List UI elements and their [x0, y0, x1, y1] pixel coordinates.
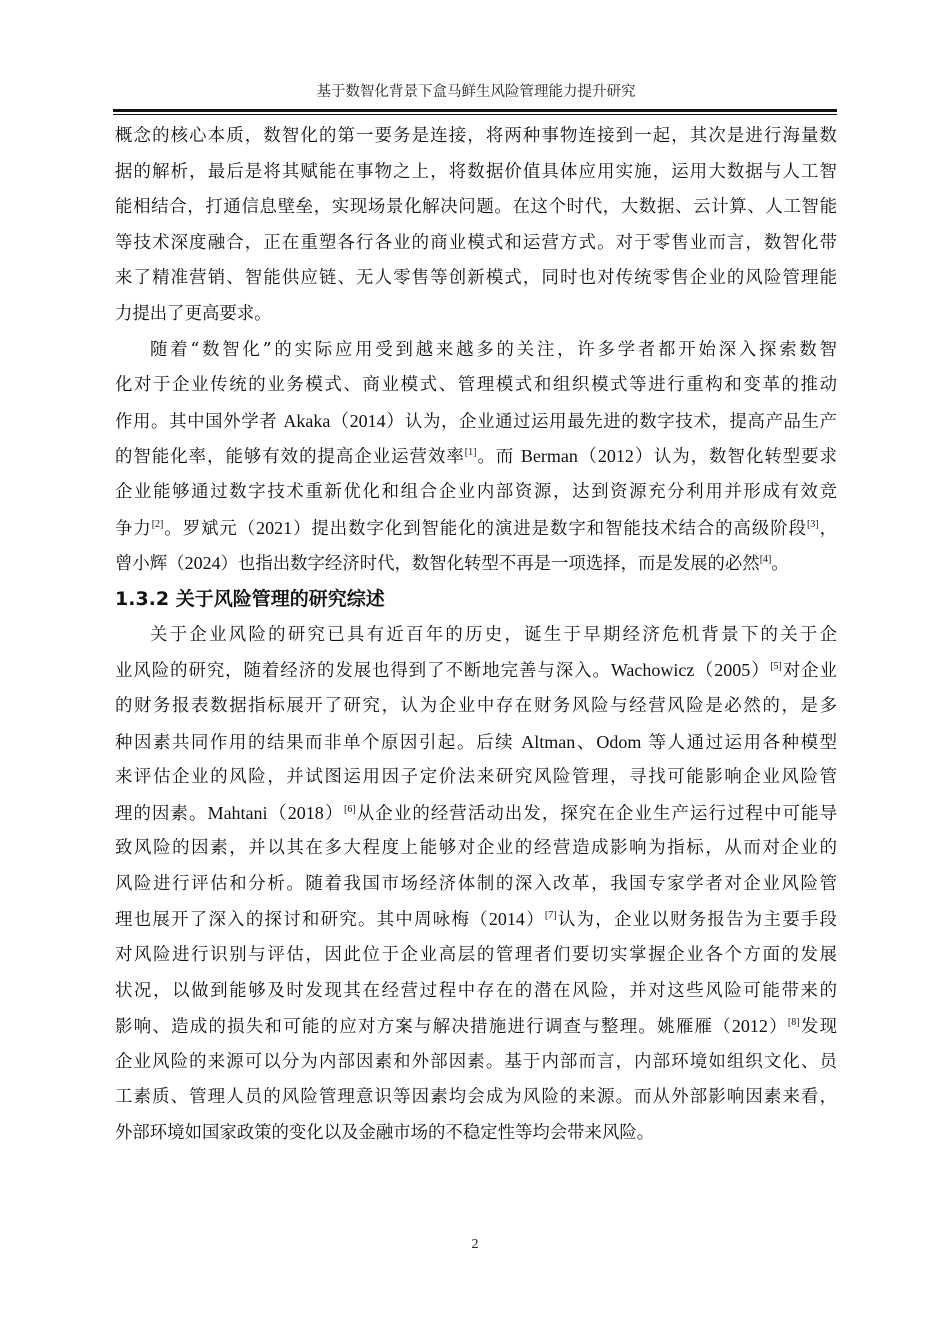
- paragraph-1: [115, 119, 837, 333]
- text-line: 企业风险的来源可以分为内部因素和外部因素。基于内部而言，内部环境如组织文化、员: [115, 1051, 837, 1072]
- text-line: 随着“数智化”的实际应用受到越来越多的关注，许多学者都开始深入探索数智: [150, 339, 837, 360]
- reference-marker: [2]: [151, 518, 164, 530]
- text-run: ）: [767, 1017, 788, 1038]
- section-heading: 1.3.2 关于风险管理的研究综述: [115, 587, 385, 610]
- text-run: 作用。其中国外学者: [115, 411, 284, 432]
- text-line: [115, 653, 837, 689]
- running-header: 基于数智化背景下盒马鲜生风险管理能力提升研究: [316, 84, 636, 100]
- citation-year: 2024: [184, 553, 221, 574]
- text-line: [115, 546, 837, 582]
- text-run: 发现: [799, 1017, 837, 1038]
- text-run: ）提出数字化到智能化的演进是数字和智能技术结合的高级阶段: [292, 518, 807, 539]
- citation-year: 2014: [488, 909, 525, 930]
- citation-author: Akaka（2014）: [283, 410, 405, 431]
- text-run: 。罗斌元（: [163, 518, 257, 539]
- text-run: 曾小辉（: [115, 554, 185, 575]
- text-line: [115, 725, 837, 761]
- text-line: [115, 511, 837, 547]
- text-run: 认为，企业以财务报告为主要手段: [556, 910, 837, 931]
- text-run: 对企业: [781, 661, 837, 682]
- text-run: ）: [524, 910, 545, 931]
- reference-marker: [5]: [770, 661, 782, 673]
- text-run: ，: [818, 518, 837, 539]
- text-run: 。而: [476, 447, 521, 468]
- text-line: 关于企业风险的研究已具有近百年的历史，诞生于早期经济危机背景下的关于企: [150, 624, 837, 645]
- reference-marker: [8]: [787, 1017, 800, 1029]
- citation-author: Altman、Odom: [521, 731, 642, 752]
- header-rule-thick: [113, 109, 837, 112]
- text-run: 认为，数智化转型要求: [653, 447, 837, 468]
- page-number: 2: [471, 1237, 479, 1252]
- citation-year: 2012: [731, 1016, 768, 1037]
- citation-author: Berman（2012）: [520, 446, 654, 467]
- text-run: 的智能化率，能够有效的提高企业运营效率: [115, 447, 465, 468]
- reference-marker: [1]: [464, 447, 477, 459]
- reference-marker: [3]: [806, 518, 819, 530]
- citation-year: 2021: [256, 517, 293, 538]
- text-line: 来了精准营销、智能供应链、无人零售等创新模式，同时也对传统零售企业的风险管理能: [115, 268, 837, 289]
- text-line: [115, 1009, 837, 1045]
- text-line: [115, 404, 837, 440]
- text-run: 等人通过运用各种模型: [641, 732, 837, 753]
- reference-marker: [6]: [344, 803, 356, 815]
- paragraph-3: [115, 618, 837, 1152]
- text-line: 企业能够通过数字技术重新优化和组合企业内部资源，达到资源充分利用并形成有效竞: [115, 481, 837, 502]
- text-line: [115, 902, 837, 938]
- text-line: 等技术深度融合，正在重塑各行各业的商业模式和运营方式。对于零售业而言，数智化带: [115, 232, 837, 253]
- reference-marker: [7]: [544, 910, 557, 922]
- text-line: 化对于企业传统的业务模式、商业模式、管理模式和组织模式等进行重构和变革的推动: [115, 375, 837, 396]
- text-line: 致风险的因素，并以其在多大程度上能够对企业的经营造成影响为指标，从而对企业的: [115, 838, 837, 859]
- reference-marker: [4]: [759, 554, 772, 566]
- paragraph-2: [115, 333, 837, 582]
- header-rule-thin: [113, 114, 837, 115]
- citation-author: Wachowicz（2005）: [610, 660, 771, 681]
- text-run: 从企业的经营活动出发，探究在企业生产运行过程中可能导: [355, 803, 837, 824]
- text-run: 理的因素。: [115, 803, 208, 824]
- citation-author: Mahtani（2018）: [207, 802, 345, 823]
- text-line: 外部环境如国家政策的变化以及金融市场的不稳定性等均会带来风险。: [115, 1123, 655, 1144]
- body-text: [115, 119, 837, 1152]
- text-line: [115, 439, 837, 475]
- text-line: [115, 796, 837, 832]
- text-line: 来评估企业的风险，并试图运用因子定价法来研究风险管理，寻找可能影响企业风险管: [115, 767, 837, 788]
- text-run: 认为，企业通过运用最先进的数字技术，提高产品生产: [404, 411, 837, 432]
- text-line: 能相结合，打通信息壁垒，实现场景化解决问题。在这个时代，大数据、云计算、人工智能: [115, 197, 837, 218]
- text-line: 据的解析，最后是将其赋能在事物之上，将数据价值具体应用实施，运用大数据与人工智: [115, 161, 837, 182]
- text-run: 理也展开了深入的探讨和研究。其中周咏梅（: [115, 910, 489, 931]
- text-line: 风险进行评估和分析。随着我国市场经济体制的深入改革，我国专家学者对企业风险管: [115, 873, 837, 894]
- text-run: 。: [771, 554, 789, 575]
- text-run: 业风险的研究，随着经济的发展也得到了不断地完善与深入。: [115, 661, 611, 682]
- text-line: 工素质、管理人员的风险管理意识等因素均会成为风险的来源。而从外部影响因素来看，: [115, 1087, 837, 1108]
- text-run: ）也指出数字经济时代，数智化转型不再是一项选择，而是发展的必然: [220, 554, 760, 575]
- text-line: 概念的核心本质，数智化的第一要务是连接，将两种事物连接到一起，其次是进行海量数: [115, 126, 837, 146]
- text-run: 争力: [115, 518, 152, 539]
- text-run: 种因素共同作用的结果而非单个原因引起。后续: [115, 732, 522, 753]
- text-line: 的财务报表数据指标展开了研究，认为企业中存在财务风险与经营风险是必然的，是多: [115, 695, 837, 716]
- text-line: 对风险进行识别与评估，因此位于企业高层的管理者们要切实掌握企业各个方面的发展: [115, 945, 837, 966]
- text-line: 力提出了更高要求。: [115, 303, 272, 324]
- text-run: 影响、造成的损失和可能的应对方案与解决措施进行调查与整理。姚雁雁（: [115, 1017, 732, 1038]
- text-line: 状况，以做到能够及时发现其在经营过程中存在的潜在风险，并对这些风险可能带来的: [115, 980, 837, 1001]
